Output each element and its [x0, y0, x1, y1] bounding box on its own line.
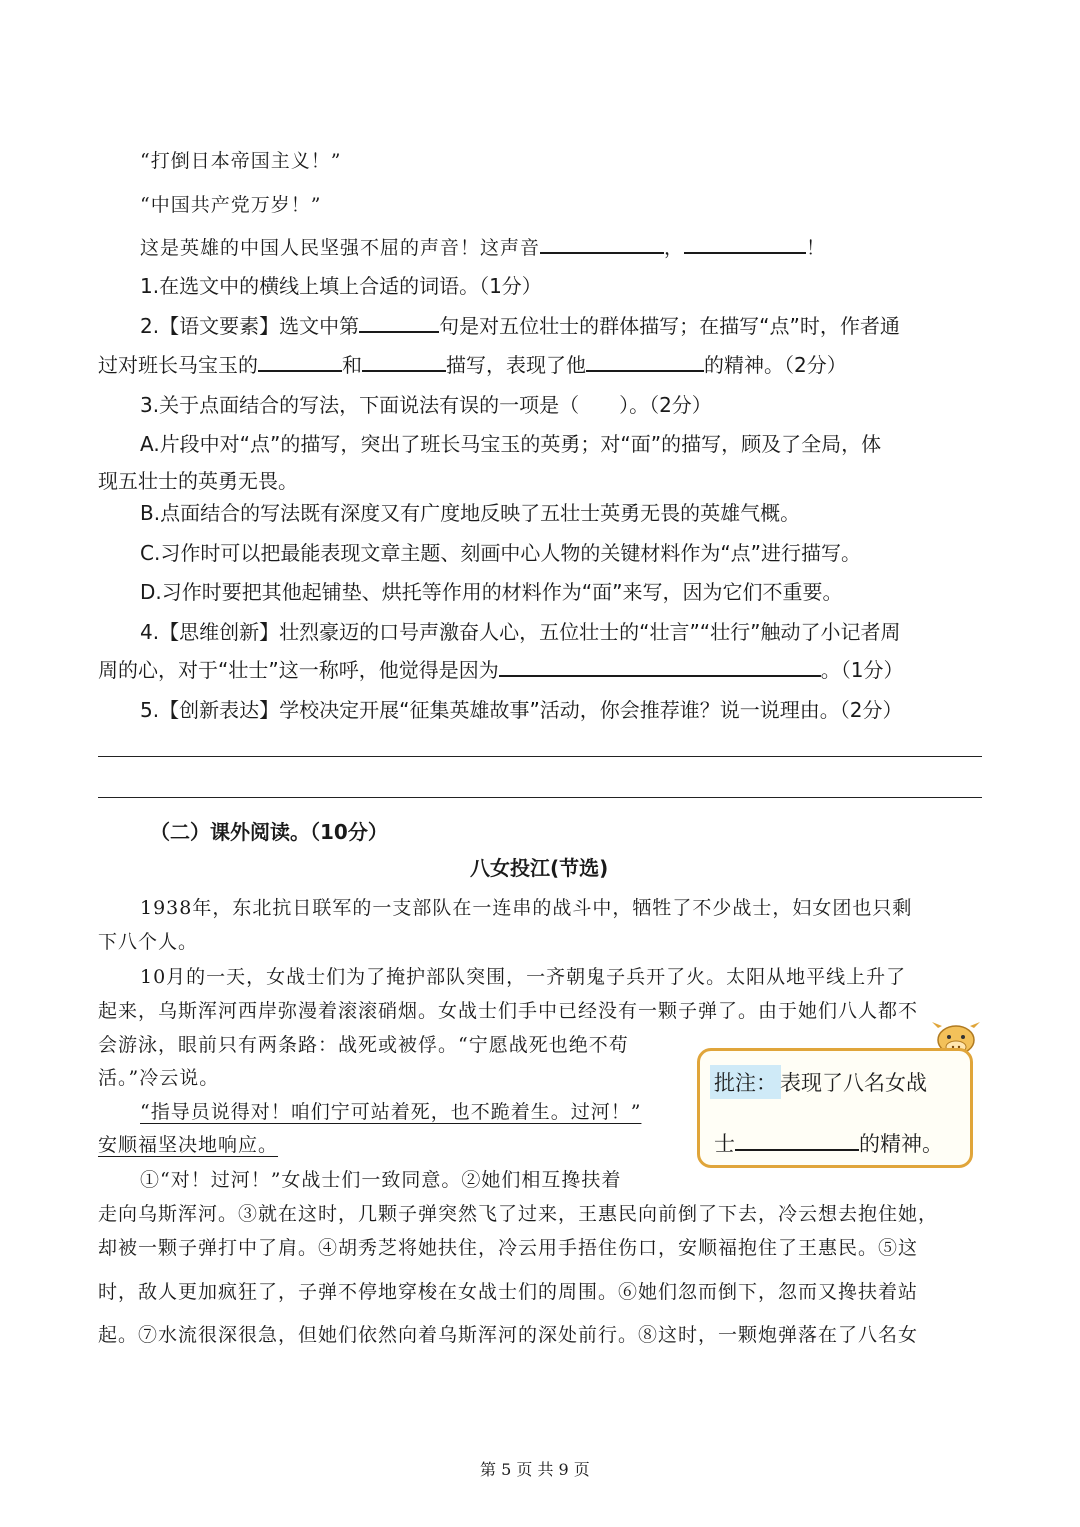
option-a-line-1: A.片段中对“点”的描写，突出了班长马宝玉的英勇；对“面”的描写，顾及了全局，体	[140, 432, 882, 456]
annotation-text-2	[714, 1127, 943, 1158]
annotation-box	[697, 1048, 973, 1168]
answer-blank[interactable]	[499, 655, 821, 677]
q4-text-b: 周的心，对于“壮士”这一称呼，他觉得是因为	[98, 658, 499, 682]
paragraph-3-line-1: “指导员说得对！咱们宁可站着死，也不跪着生。过河！”	[140, 1101, 642, 1123]
q4-text-c: 。（1分）	[820, 658, 904, 682]
annotation-label: 批注：	[710, 1065, 781, 1099]
comma: ，	[664, 237, 685, 259]
answer-line[interactable]	[98, 797, 982, 798]
question-5: 5.【创新表达】学校决定开展“征集英雄故事”活动，你会推荐谁？说一说理由。（2分）	[140, 698, 903, 722]
annotation-text-2a: 士	[714, 1132, 735, 1156]
q2-text-e: 描写，表现了他	[446, 353, 586, 377]
q2-text-b: 句是对五位壮士的群体描写；在描写“点”时，作者通	[439, 314, 900, 338]
paragraph-3-line-2: 安顺福坚决地响应。	[98, 1134, 279, 1156]
annotation-text-2b: 的精神。	[859, 1132, 943, 1156]
annotation-text-1: 表现了八名女战	[780, 1071, 927, 1095]
question-2-line-2	[98, 349, 847, 378]
answer-blank[interactable]	[362, 350, 446, 372]
passage-line-3-text: 这是英雄的中国人民坚强不屈的声音！这声音	[140, 237, 541, 259]
question-2-line-1	[140, 310, 900, 339]
answer-blank[interactable]	[359, 311, 439, 333]
answer-blank[interactable]	[258, 350, 342, 372]
paragraph-2-line-3: 会游泳，眼前只有两条路：战死或被俘。“宁愿战死也绝不苟	[98, 1034, 629, 1056]
reading-title: 八女投江(节选)	[470, 856, 609, 880]
question-4-line-1: 4.【思维创新】壮烈豪迈的口号声激奋人心，五位壮士的“壮言”“壮行”触动了小记者周	[140, 620, 901, 644]
option-c: C.习作时可以把最能表现文章主题、刻画中心人物的关键材料作为“点”进行描写。	[140, 541, 862, 565]
question-1: 1.在选文中的横线上填上合适的词语。（1分）	[140, 274, 542, 298]
paragraph-4-line-4: 时，敌人更加疯狂了，子弹不停地穿梭在女战士们的周围。⑥她们忽而倒下，忽而又搀扶着站	[98, 1281, 919, 1303]
passage-line-3	[140, 232, 826, 260]
q2-text-d: 和	[342, 353, 362, 377]
answer-line[interactable]	[98, 756, 982, 757]
answer-blank[interactable]	[586, 350, 704, 372]
answer-blank[interactable]	[684, 232, 806, 254]
question-4-line-2	[98, 654, 903, 683]
q2-text-f: 的精神。（2分）	[704, 353, 847, 377]
option-d: D.习作时要把其他起铺垫、烘托等作用的材料作为“面”来写，因为它们不重要。	[140, 580, 843, 604]
answer-blank[interactable]	[540, 232, 664, 254]
option-b: B.点面结合的写法既有深度又有广度地反映了五壮士英勇无畏的英雄气概。	[140, 501, 801, 525]
option-a-line-2: 现五壮士的英勇无畏。	[98, 469, 298, 493]
paragraph-4-line-2: 走向乌斯浑河。③就在这时，几颗子弹突然飞了过来，王惠民向前倒了下去，冷云想去抱住她，	[98, 1203, 939, 1225]
paragraph-4-line-3: 却被一颗子弹打中了肩。④胡秀芝将她扶住，冷云用手捂住伤口，安顺福抱住了王惠民。⑤这	[98, 1237, 919, 1259]
q2-text-c: 过对班长马宝玉的	[98, 353, 258, 377]
paragraph-4-line-5: 起。⑦水流很深很急，但她们依然向着乌斯浑河的深处前行。⑧这时，一颗炮弹落在了八名女	[98, 1324, 919, 1346]
q2-text-a: 2.【语文要素】选文中第	[140, 314, 360, 338]
paragraph-2-line-4: 活。”冷云说。	[98, 1067, 220, 1089]
passage-line-1: “打倒日本帝国主义！”	[140, 150, 342, 172]
paragraph-2-line-2: 起来，乌斯浑河西岸弥漫着滚滚硝烟。女战士们手中已经没有一颗子弹了。由于她们八人都不	[98, 1000, 919, 1022]
paragraph-4-line-1: ①“对！过河！”女战士们一致同意。②她们相互搀扶着	[140, 1169, 622, 1191]
paragraph-1-line-1: 1938年，东北抗日联军的一支部队在一连串的战斗中，牺牲了不少战士，妇女团也只剩	[140, 897, 913, 919]
paragraph-1-line-2: 下八个人。	[98, 931, 199, 953]
passage-line-2: “中国共产党万岁！”	[140, 194, 322, 216]
section-heading: （二）课外阅读。（10分）	[150, 820, 388, 844]
page-number: 第 5 页 共 9 页	[480, 1460, 590, 1479]
paragraph-2-line-1: 10月的一天，女战士们为了掩护部队突围，一齐朝鬼子兵开了火。太阳从地平线上升了	[140, 966, 907, 988]
exclamation: ！	[806, 237, 827, 259]
question-3: 3.关于点面结合的写法，下面说法有误的一项是（ ）。（2分）	[140, 393, 712, 417]
answer-blank[interactable]	[735, 1127, 859, 1151]
